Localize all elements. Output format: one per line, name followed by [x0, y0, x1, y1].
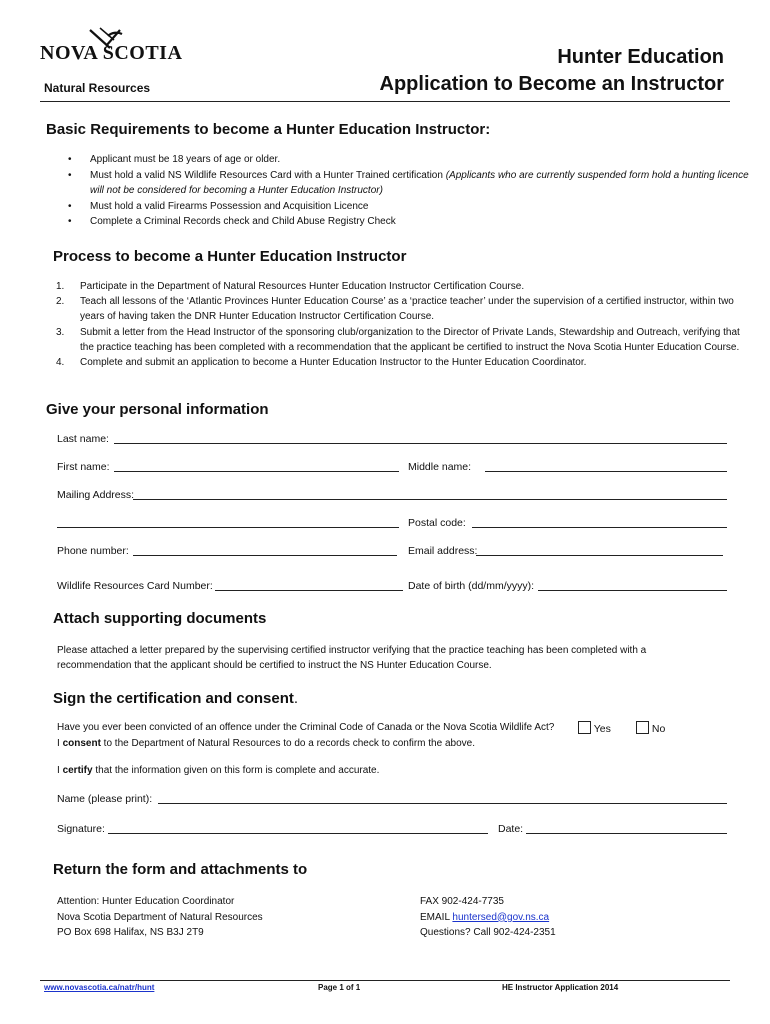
- mailing-address-field-line2[interactable]: [57, 527, 399, 528]
- wrc-number-label: Wildlife Resources Card Number:: [57, 580, 213, 592]
- return-address: [57, 894, 263, 941]
- footer-website-link[interactable]: www.novascotia.ca/natr/hunt: [44, 983, 155, 992]
- page-subtitle: Application to Become an Instructor: [379, 73, 724, 95]
- middle-name-field[interactable]: [485, 471, 727, 472]
- no-label: No: [651, 723, 666, 735]
- name-print-field[interactable]: [158, 803, 727, 804]
- document-id: HE Instructor Application 2014: [502, 983, 619, 992]
- email-link[interactable]: huntersed@gov.ns.ca: [452, 911, 550, 923]
- questions-phone: Questions? Call 902-424-2351: [420, 927, 556, 938]
- yes-option: [578, 721, 611, 735]
- name-print-label: Name (please print):: [57, 793, 153, 805]
- page-title: Hunter Education: [557, 46, 724, 68]
- email-field[interactable]: [476, 555, 723, 556]
- address-line: Nova Scotia Department of Natural Resources: [57, 911, 263, 923]
- list-item: 4. Complete and submit an application to become a Hunter Education Instructor to the Hunter Education Coordinator.: [56, 357, 587, 369]
- requirement-note: (Applicants who are currently suspended form hold a hunting licence will not be considered for becoming a Hunter Education Instructor): [90, 169, 749, 196]
- signature-field[interactable]: [108, 833, 488, 834]
- date-label: Date:: [498, 823, 524, 835]
- dob-field[interactable]: [538, 590, 727, 591]
- yes-checkbox[interactable]: [578, 721, 591, 734]
- phone-label: Phone number:: [57, 545, 129, 557]
- date-field[interactable]: [526, 833, 727, 834]
- first-name-label: First name:: [57, 461, 110, 473]
- first-name-field[interactable]: [114, 471, 399, 472]
- header-divider: [40, 101, 730, 102]
- wrc-number-field[interactable]: [215, 590, 403, 591]
- signature-label: Signature:: [57, 823, 105, 835]
- postal-code-field[interactable]: [472, 527, 727, 528]
- logo-text: NOVA SCOTIA: [40, 42, 183, 64]
- certify-statement: I certify that the information given on this form is complete and accurate.: [57, 765, 380, 776]
- process-steps: [56, 279, 745, 370]
- return-heading: Return the form and attachments to: [53, 861, 308, 878]
- address-line: PO Box 698 Halifax, NS B3J 2T9: [57, 927, 204, 938]
- mailing-address-label: Mailing Address:: [57, 489, 135, 501]
- middle-name-label: Middle name:: [408, 461, 472, 473]
- attach-heading: Attach supporting documents: [53, 610, 267, 627]
- dob-label: Date of birth (dd/mm/yyyy):: [408, 580, 535, 592]
- email-line: EMAIL huntersed@gov.ns.ca: [420, 911, 550, 923]
- list-item: • Must hold a valid NS Wildlife Resources Card with a Hunter Trained certification (Applicants who are currently suspended form hold a hunting licence will not be considered for becoming a Hunter Education Instructor): [90, 168, 750, 199]
- list-item: 1. Participate in the Department of Natural Resources Hunter Education Instructor Certification Course.: [56, 281, 525, 292]
- personal-info-heading: Give your personal information: [46, 401, 269, 418]
- page-number: Page 1 of 1: [318, 983, 361, 992]
- list-item: • Complete a Criminal Records check and Child Abuse Registry Check: [90, 214, 750, 230]
- requirements-list: [46, 152, 750, 230]
- consent-statement: I consent to the Department of Natural Resources to do a records check to confirm the above.: [57, 738, 475, 749]
- no-checkbox[interactable]: [636, 721, 649, 734]
- department-name: Natural Resources: [44, 81, 151, 95]
- address-line: Attention: Hunter Education Coordinator: [57, 896, 235, 907]
- conviction-question: Have you ever been convicted of an offence under the Criminal Code of Canada or the Nova Scotia Wildlife Act?: [57, 722, 555, 733]
- fax-number: FAX 902-424-7735: [420, 896, 504, 907]
- attach-instructions: Please attached a letter prepared by the supervising certified instructor verifying that the practice teaching has been completed with a recommendation that the applicant should be certified to instruct the NS Hunter Education Course.: [57, 645, 647, 671]
- process-heading: Process to become a Hunter Education Instructor: [53, 248, 407, 265]
- footer-divider: [40, 980, 730, 981]
- no-option: [636, 721, 665, 735]
- list-item: 3. Submit a letter from the Head Instructor of the sponsoring club/organization to the Director of Private Lands, Stewardship and Outreach, verifying that the practice teaching has been completed with a recommendation that the applicant be certified to instruct the Nova Scotia Hunter Education Course.: [56, 326, 740, 353]
- mailing-address-field[interactable]: [133, 499, 727, 500]
- postal-code-label: Postal code:: [408, 517, 466, 529]
- last-name-label: Last name:: [57, 433, 109, 445]
- return-contact: [420, 894, 556, 941]
- list-item: 2. Teach all lessons of the ‘Atlantic Provinces Hunter Education Course’ as a ‘practice teacher’ under the supervision of a certified instructor, within two years of having taken the DNR Hunter Education Instructor Certification Course.: [56, 296, 734, 323]
- yes-label: Yes: [593, 723, 611, 735]
- phone-field[interactable]: [133, 555, 397, 556]
- list-item: • Must hold a valid Firearms Possession and Acquisition Licence: [90, 199, 750, 215]
- requirements-heading: Basic Requirements to become a Hunter Education Instructor:: [46, 121, 491, 138]
- consent-heading: Sign the certification and consent.: [53, 690, 299, 707]
- email-label: Email address:: [408, 545, 478, 557]
- last-name-field[interactable]: [114, 443, 727, 444]
- list-item: • Applicant must be 18 years of age or older.: [90, 152, 750, 168]
- conviction-question-row: [57, 722, 554, 733]
